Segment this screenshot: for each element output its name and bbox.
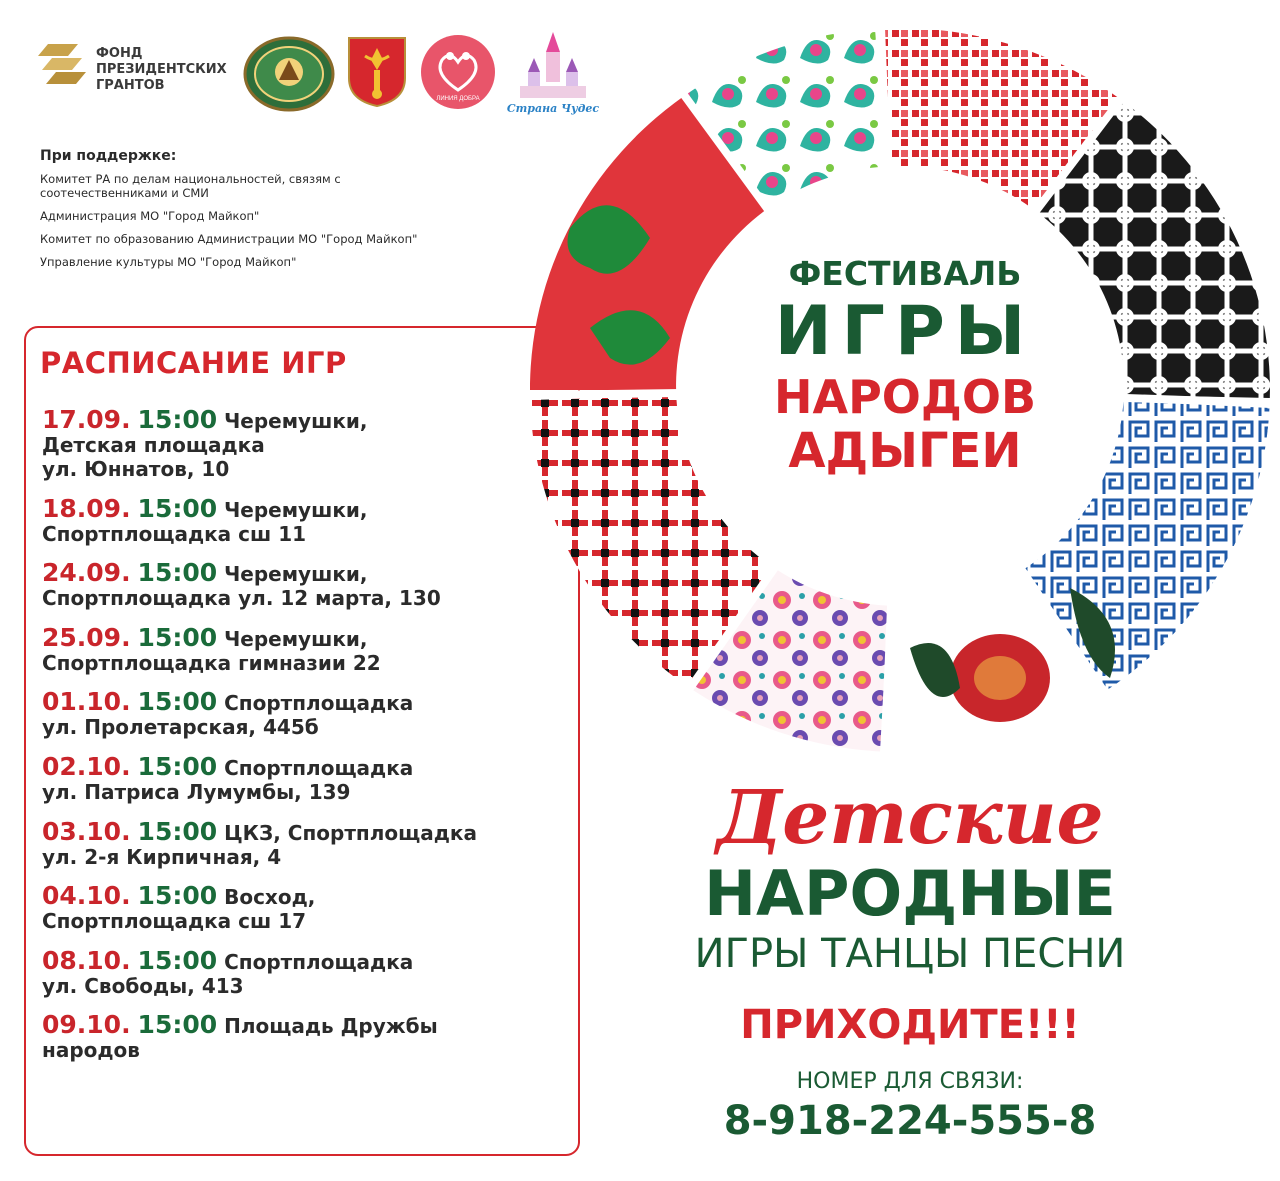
entry-time: 15:00 — [137, 881, 218, 911]
schedule-entry — [42, 816, 582, 869]
contact-phone: 8-918-224-555-8 — [723, 1098, 1097, 1144]
fpg-line1: ФОНД — [96, 46, 143, 61]
festival-title — [720, 254, 1090, 478]
adygea-seal-logo — [243, 36, 335, 112]
support-item-culture: Управление культуры МО "Город Майкоп" — [40, 255, 297, 269]
entry-place: Спортплощадка — [224, 691, 414, 716]
fpg-line2: ПРЕЗИДЕНТСКИХ — [96, 62, 227, 77]
entry-address: Спортплощадка ул. 12 марта, 130 — [42, 586, 441, 611]
entry-address: ул. Пролетарская, 445б — [42, 715, 319, 740]
games-dances-songs-subtitle: ИГРЫ ТАНЦЫ ПЕСНИ — [694, 931, 1126, 977]
entry-time: 15:00 — [137, 945, 218, 975]
schedule-entry — [42, 687, 582, 740]
entry-time: 15:00 — [137, 558, 218, 588]
entry-time: 15:00 — [137, 751, 218, 781]
support-block — [40, 148, 520, 278]
entry-address-2: ул. Юннатов, 10 — [42, 457, 230, 481]
schedule-entry — [42, 751, 582, 804]
festival-title-line3: НАРОДОВ — [773, 370, 1037, 424]
entry-place: ЦКЗ, Спортплощадка — [224, 820, 477, 845]
schedule-entry — [42, 1010, 582, 1063]
entry-place: Черемушки, — [224, 409, 368, 433]
schedule-title: РАСПИСАНИЕ ИГР — [40, 346, 347, 380]
fpg-mark-icon — [38, 40, 86, 88]
entry-date: 25.09. — [42, 622, 131, 652]
entry-address: ул. Патриса Лумумбы, 139 — [42, 779, 351, 804]
entry-place: Черемушки, — [224, 626, 368, 651]
entry-date: 09.10. — [42, 1010, 131, 1040]
entry-date: 24.09. — [42, 558, 131, 588]
entry-time: 15:00 — [137, 1010, 218, 1040]
narodnye-heading: НАРОДНЫЕ — [704, 857, 1116, 930]
entry-date: 18.09. — [42, 493, 131, 523]
entry-address: ул. 2-я Кирпичная, 4 — [42, 844, 282, 869]
support-item-administration: Администрация МО "Город Майкоп" — [40, 209, 260, 223]
heart-logo-text: ЛИНИЯ ДОБРА — [436, 96, 480, 102]
entry-address: ул. Свободы, 413 — [42, 973, 244, 998]
schedule-entry — [42, 945, 582, 998]
entry-place: Спортплощадка — [224, 949, 414, 974]
come-call-to-action: ПРИХОДИТЕ!!! — [740, 1002, 1080, 1048]
entry-address: Спортплощадка гимназии 22 — [42, 650, 381, 675]
festival-title-line1: ФЕСТИВАЛЬ — [788, 254, 1022, 293]
entry-time: 15:00 — [137, 687, 218, 717]
festival-title-line4: АДЫГЕИ — [788, 423, 1022, 479]
schedule-entry — [42, 622, 582, 675]
liniya-dobra-logo — [420, 34, 496, 110]
schedule-entry — [42, 558, 582, 611]
support-title: При поддержке: — [40, 148, 177, 164]
entry-date: 02.10. — [42, 751, 131, 781]
festival-title-line2: ИГРЫ — [774, 292, 1036, 371]
support-item-committee: Комитет РА по делам национальностей, связям с соотечественниками и СМИ — [40, 172, 341, 200]
maikop-coat-of-arms-logo — [345, 34, 409, 108]
fond-prezidentskih-grantov-logo — [38, 38, 228, 108]
schedule-entry — [42, 405, 582, 481]
schedule-list — [42, 405, 582, 1078]
entry-place: Восход, — [224, 885, 316, 910]
entry-place: Черемушки, — [224, 562, 368, 587]
contact-label: НОМЕР ДЛЯ СВЯЗИ: — [796, 1069, 1024, 1094]
fpg-line3: ГРАНТОВ — [96, 78, 165, 93]
detskie-heading: Детские — [716, 775, 1104, 861]
schedule-entry — [42, 493, 582, 546]
castle-logo-text: Страна Чудес — [506, 102, 600, 115]
entry-place: Спортплощадка — [224, 755, 414, 780]
entry-place: Площадь Дружбы — [224, 1014, 438, 1039]
entry-time: 15:00 — [137, 405, 218, 434]
entry-place: Черемушки, — [224, 497, 368, 522]
schedule-entry — [42, 881, 582, 934]
entry-address: Спортплощадка сш 11 — [42, 521, 307, 546]
entry-time: 15:00 — [137, 622, 218, 652]
entry-date: 04.10. — [42, 881, 131, 911]
entry-address: народов — [42, 1038, 140, 1063]
entry-address: Детская площадка — [42, 433, 265, 457]
entry-address: Спортплощадка сш 17 — [42, 909, 307, 934]
entry-date: 01.10. — [42, 687, 131, 717]
support-item-education: Комитет по образованию Администрации МО "Город Майкоп" — [40, 232, 418, 246]
entry-time: 15:00 — [137, 816, 218, 846]
entry-date: 17.09. — [42, 405, 131, 434]
entry-date: 03.10. — [42, 816, 131, 846]
entry-date: 08.10. — [42, 945, 131, 975]
entry-time: 15:00 — [137, 493, 218, 523]
